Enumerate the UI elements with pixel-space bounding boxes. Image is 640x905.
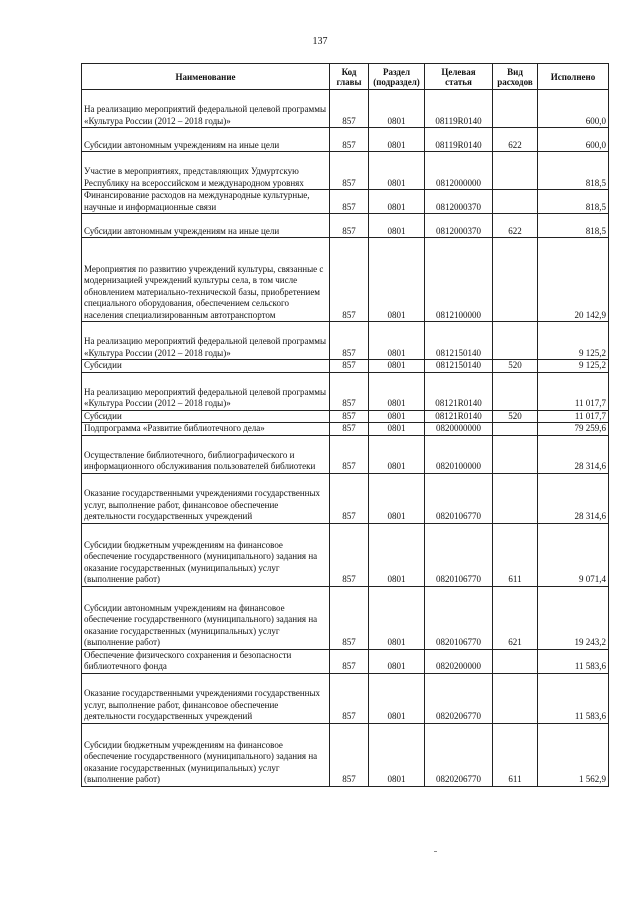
header-celevaya: Целевая статья (425, 64, 493, 90)
row-kod-cell: 857 (330, 360, 369, 373)
table-row (82, 473, 609, 523)
header-name: Наименование (82, 64, 330, 90)
row-kod-cell: 857 (330, 128, 369, 152)
row-vid-cell: 622 (493, 128, 538, 152)
row-kod-cell: 857 (330, 410, 369, 423)
row-celevaya-cell: 0820106770 (425, 523, 493, 586)
row-celevaya-cell: 0820106770 (425, 586, 493, 649)
row-kod-cell: 857 (330, 586, 369, 649)
table-row (82, 523, 609, 586)
row-name-cell: Субсидии бюджетным учреждениям на финансовое обеспечение государственного (муниципального) задания на оказание государственных (муниципальных) услуг (выполнение работ) (82, 523, 330, 586)
table-row (82, 649, 609, 673)
row-vid-cell: 622 (493, 214, 538, 238)
table-row (82, 360, 609, 373)
table-row (82, 372, 609, 410)
row-razdel-cell: 0801 (369, 372, 425, 410)
row-celevaya-cell: 0820206770 (425, 723, 493, 786)
row-vid-cell (493, 673, 538, 723)
header-ispolneno: Исполнено (538, 64, 609, 90)
row-vid-cell: 611 (493, 523, 538, 586)
row-kod-cell: 857 (330, 152, 369, 190)
table-row (82, 586, 609, 649)
row-vid-cell (493, 473, 538, 523)
row-kod-cell: 857 (330, 723, 369, 786)
row-kod-cell: 857 (330, 238, 369, 322)
table-row (82, 322, 609, 360)
row-ispolneno-cell: 1 562,9 (538, 723, 609, 786)
row-vid-cell (493, 238, 538, 322)
row-vid-cell (493, 152, 538, 190)
table-row (82, 238, 609, 322)
row-name-cell: Подпрограмма «Развитие библиотечного дела» (82, 423, 330, 436)
table-header-row (82, 64, 609, 90)
row-name-cell: Субсидии (82, 360, 330, 373)
row-name-cell: Оказание государственными учреждениями государственных услуг, выполнение работ, финансовое обеспечение деятельности государственных учреждений (82, 473, 330, 523)
row-name-cell: Мероприятия по развитию учреждений культуры, связанные с модернизацией учреждений культуры села, в том числе обновлением материально-технической базы, приобретением специального оборудования, обеспечением сельского населения специализированным автотранспортом (82, 238, 330, 322)
row-vid-cell: 611 (493, 723, 538, 786)
row-celevaya-cell: 0820106770 (425, 473, 493, 523)
row-razdel-cell: 0801 (369, 152, 425, 190)
row-name-cell: На реализацию мероприятий федеральной целевой программы «Культура России (2012 – 2018 годы)» (82, 372, 330, 410)
row-celevaya-cell: 0812150140 (425, 322, 493, 360)
row-vid-cell (493, 190, 538, 214)
row-name-cell: На реализацию мероприятий федеральной целевой программы «Культура России (2012 – 2018 годы)» (82, 90, 330, 128)
row-name-cell: Обеспечение физического сохранения и безопасности библиотечного фонда (82, 649, 330, 673)
row-celevaya-cell: 08121R0140 (425, 410, 493, 423)
table-body (82, 90, 609, 787)
scan-speck (434, 851, 437, 852)
row-kod-cell: 857 (330, 190, 369, 214)
table-row (82, 435, 609, 473)
row-razdel-cell: 0801 (369, 214, 425, 238)
row-razdel-cell: 0801 (369, 238, 425, 322)
row-vid-cell (493, 372, 538, 410)
page-number: 137 (312, 36, 328, 47)
row-kod-cell: 857 (330, 90, 369, 128)
row-ispolneno-cell: 79 259,6 (538, 423, 609, 436)
row-vid-cell (493, 322, 538, 360)
table-row (82, 673, 609, 723)
row-celevaya-cell: 0812150140 (425, 360, 493, 373)
row-celevaya-cell: 0820206770 (425, 673, 493, 723)
row-celevaya-cell: 0820100000 (425, 435, 493, 473)
row-celevaya-cell: 0812100000 (425, 238, 493, 322)
row-vid-cell (493, 649, 538, 673)
row-razdel-cell: 0801 (369, 322, 425, 360)
row-kod-cell: 857 (330, 649, 369, 673)
row-razdel-cell: 0801 (369, 473, 425, 523)
row-vid-cell (493, 90, 538, 128)
header-kod: Код главы (330, 64, 369, 90)
row-kod-cell: 857 (330, 673, 369, 723)
table-row (82, 190, 609, 214)
row-ispolneno-cell: 600,0 (538, 90, 609, 128)
header-vid: Вид расходов (493, 64, 538, 90)
row-name-cell: Субсидии бюджетным учреждениям на финансовое обеспечение государственного (муниципального) задания на оказание государственных (муниципальных) услуг (выполнение работ) (82, 723, 330, 786)
row-razdel-cell: 0801 (369, 360, 425, 373)
row-ispolneno-cell: 11 017,7 (538, 410, 609, 423)
row-razdel-cell: 0801 (369, 586, 425, 649)
row-name-cell: Осуществление библиотечного, библиографического и информационного обслуживания пользователей библиотеки (82, 435, 330, 473)
budget-table (81, 63, 609, 787)
row-kod-cell: 857 (330, 372, 369, 410)
row-vid-cell (493, 423, 538, 436)
row-vid-cell: 621 (493, 586, 538, 649)
row-kod-cell: 857 (330, 214, 369, 238)
row-ispolneno-cell: 818,5 (538, 190, 609, 214)
row-vid-cell: 520 (493, 360, 538, 373)
row-ispolneno-cell: 11 017,7 (538, 372, 609, 410)
row-celevaya-cell: 08119R0140 (425, 128, 493, 152)
row-razdel-cell: 0801 (369, 649, 425, 673)
row-celevaya-cell: 0820200000 (425, 649, 493, 673)
row-ispolneno-cell: 818,5 (538, 214, 609, 238)
row-razdel-cell: 0801 (369, 673, 425, 723)
row-ispolneno-cell: 20 142,9 (538, 238, 609, 322)
table-row (82, 423, 609, 436)
row-name-cell: Субсидии (82, 410, 330, 423)
row-celevaya-cell: 0812000000 (425, 152, 493, 190)
row-ispolneno-cell: 11 583,6 (538, 649, 609, 673)
row-kod-cell: 857 (330, 473, 369, 523)
row-name-cell: Финансирование расходов на международные культурные, научные и информационные связи (82, 190, 330, 214)
row-ispolneno-cell: 9 125,2 (538, 360, 609, 373)
row-razdel-cell: 0801 (369, 523, 425, 586)
row-ispolneno-cell: 11 583,6 (538, 673, 609, 723)
row-ispolneno-cell: 9 071,4 (538, 523, 609, 586)
row-name-cell: Участие в мероприятиях, представляющих Удмуртскую Республику на всероссийском и международном уровнях (82, 152, 330, 190)
row-ispolneno-cell: 19 243,2 (538, 586, 609, 649)
table-row (82, 723, 609, 786)
row-name-cell: Субсидии автономным учреждениям на иные цели (82, 214, 330, 238)
row-celevaya-cell: 0812000370 (425, 214, 493, 238)
row-kod-cell: 857 (330, 423, 369, 436)
row-razdel-cell: 0801 (369, 423, 425, 436)
row-name-cell: Субсидии автономным учреждениям на иные цели (82, 128, 330, 152)
row-razdel-cell: 0801 (369, 90, 425, 128)
row-razdel-cell: 0801 (369, 410, 425, 423)
row-kod-cell: 857 (330, 435, 369, 473)
row-razdel-cell: 0801 (369, 190, 425, 214)
row-ispolneno-cell: 28 314,6 (538, 435, 609, 473)
row-kod-cell: 857 (330, 523, 369, 586)
row-razdel-cell: 0801 (369, 435, 425, 473)
table-row (82, 128, 609, 152)
row-kod-cell: 857 (330, 322, 369, 360)
row-vid-cell: 520 (493, 410, 538, 423)
header-razdel: Раздел (подраздел) (369, 64, 425, 90)
table-row (82, 410, 609, 423)
row-vid-cell (493, 435, 538, 473)
row-ispolneno-cell: 28 314,6 (538, 473, 609, 523)
row-name-cell: Субсидии автономным учреждениям на финансовое обеспечение государственного (муниципального) задания на оказание государственных (муниципальных) услуг (выполнение работ) (82, 586, 330, 649)
table-row (82, 152, 609, 190)
row-ispolneno-cell: 818,5 (538, 152, 609, 190)
row-name-cell: Оказание государственными учреждениями государственных услуг, выполнение работ, финансовое обеспечение деятельности государственных учреждений (82, 673, 330, 723)
row-ispolneno-cell: 9 125,2 (538, 322, 609, 360)
row-ispolneno-cell: 600,0 (538, 128, 609, 152)
row-celevaya-cell: 08121R0140 (425, 372, 493, 410)
table-row (82, 214, 609, 238)
row-name-cell: На реализацию мероприятий федеральной целевой программы «Культура России (2012 – 2018 годы)» (82, 322, 330, 360)
row-razdel-cell: 0801 (369, 723, 425, 786)
table-row (82, 90, 609, 128)
row-razdel-cell: 0801 (369, 128, 425, 152)
row-celevaya-cell: 0812000370 (425, 190, 493, 214)
row-celevaya-cell: 0820000000 (425, 423, 493, 436)
row-celevaya-cell: 08119R0140 (425, 90, 493, 128)
